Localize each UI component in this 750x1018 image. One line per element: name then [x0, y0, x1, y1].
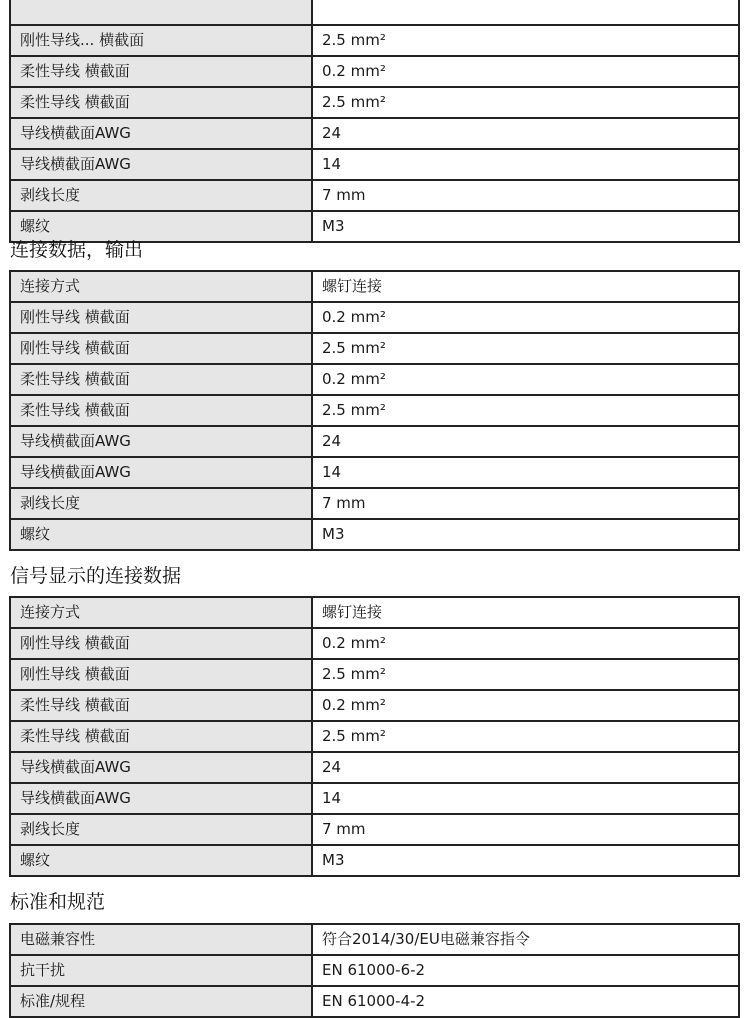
row-label: 柔性导线 横截面: [10, 690, 312, 721]
table-row: [10, 333, 739, 364]
row-value: 7 mm: [312, 180, 739, 211]
row-label: 剥线长度: [10, 488, 312, 519]
table-row: [10, 488, 739, 519]
row-label: 电磁兼容性: [10, 924, 312, 955]
row-label: 柔性导线 横截面: [10, 56, 312, 87]
row-value: 0.2 mm²: [312, 302, 739, 333]
table-row: [10, 395, 739, 426]
table-row: [10, 690, 739, 721]
table-row: [10, 149, 739, 180]
row-value: 7 mm: [312, 814, 739, 845]
table-row: [10, 519, 739, 550]
row-label: 柔性导线 横截面: [10, 364, 312, 395]
row-value: 24: [312, 752, 739, 783]
table-row: [10, 814, 739, 845]
row-value: M3: [312, 211, 739, 242]
row-label: [10, 0, 312, 25]
row-label: 刚性导线... 横截面: [10, 25, 312, 56]
row-value: 螺钉连接: [312, 271, 739, 302]
row-label: 剥线长度: [10, 180, 312, 211]
row-value: 2.5 mm²: [312, 659, 739, 690]
row-label: 抗干扰: [10, 955, 312, 986]
row-value: 2.5 mm²: [312, 395, 739, 426]
table-row: [10, 56, 739, 87]
spec-table-signal-connection: [9, 596, 740, 877]
row-value: 2.5 mm²: [312, 25, 739, 56]
row-value: 2.5 mm²: [312, 333, 739, 364]
row-label: 刚性导线 横截面: [10, 302, 312, 333]
row-label: 导线横截面AWG: [10, 426, 312, 457]
table-row: [10, 364, 739, 395]
table-row: [10, 628, 739, 659]
row-label: 剥线长度: [10, 814, 312, 845]
table-row: [10, 955, 739, 986]
row-label: 柔性导线 横截面: [10, 721, 312, 752]
table-row: [10, 783, 739, 814]
table-row: [10, 271, 739, 302]
row-label: 刚性导线 横截面: [10, 333, 312, 364]
table-row: [10, 426, 739, 457]
row-value: 24: [312, 118, 739, 149]
table-row: [10, 845, 739, 876]
table-row: [10, 986, 739, 1017]
row-label: 导线横截面AWG: [10, 149, 312, 180]
row-label: 标准/规程: [10, 986, 312, 1017]
row-value: 符合2014/30/EU电磁兼容指令: [312, 924, 739, 955]
row-label: 螺纹: [10, 519, 312, 550]
table-row: [10, 659, 739, 690]
spec-table-connection-input: [9, 0, 740, 243]
section-title-connection-output: 连接数据，输出: [10, 239, 144, 261]
row-label: 导线横截面AWG: [10, 752, 312, 783]
row-value: 0.2 mm²: [312, 364, 739, 395]
section-title-standards: 标准和规范: [10, 891, 106, 913]
row-value: 7 mm: [312, 488, 739, 519]
row-label: 柔性导线 横截面: [10, 395, 312, 426]
row-label: 螺纹: [10, 211, 312, 242]
spec-table-connection-output: [9, 270, 740, 551]
section-title-signal-connection: 信号显示的连接数据: [10, 565, 182, 587]
spec-table-standards: [9, 923, 740, 1018]
row-value: 2.5 mm²: [312, 87, 739, 118]
table-row: [10, 0, 739, 25]
table-row: [10, 721, 739, 752]
table-row: [10, 457, 739, 488]
row-value: M3: [312, 519, 739, 550]
row-value: 24: [312, 426, 739, 457]
row-label: 连接方式: [10, 271, 312, 302]
row-value: EN 61000-4-2: [312, 986, 739, 1017]
row-label: 螺纹: [10, 845, 312, 876]
row-value: 14: [312, 457, 739, 488]
table-row: [10, 924, 739, 955]
table-row: [10, 597, 739, 628]
table-row: [10, 25, 739, 56]
row-value: 0.2 mm²: [312, 56, 739, 87]
row-label: 导线横截面AWG: [10, 783, 312, 814]
row-value: 0.2 mm²: [312, 628, 739, 659]
row-value: 2.5 mm²: [312, 721, 739, 752]
row-value: 螺钉连接: [312, 597, 739, 628]
table-row: [10, 752, 739, 783]
row-label: 连接方式: [10, 597, 312, 628]
row-label: 柔性导线 横截面: [10, 87, 312, 118]
row-label: 导线横截面AWG: [10, 457, 312, 488]
row-label: 刚性导线 横截面: [10, 659, 312, 690]
table-row: [10, 302, 739, 333]
row-value: 14: [312, 149, 739, 180]
table-row: [10, 118, 739, 149]
row-label: 导线横截面AWG: [10, 118, 312, 149]
row-value: [312, 0, 739, 25]
table-row: [10, 180, 739, 211]
row-value: M3: [312, 845, 739, 876]
row-value: EN 61000-6-2: [312, 955, 739, 986]
row-value: 0.2 mm²: [312, 690, 739, 721]
table-row: [10, 87, 739, 118]
row-value: 14: [312, 783, 739, 814]
row-label: 刚性导线 横截面: [10, 628, 312, 659]
